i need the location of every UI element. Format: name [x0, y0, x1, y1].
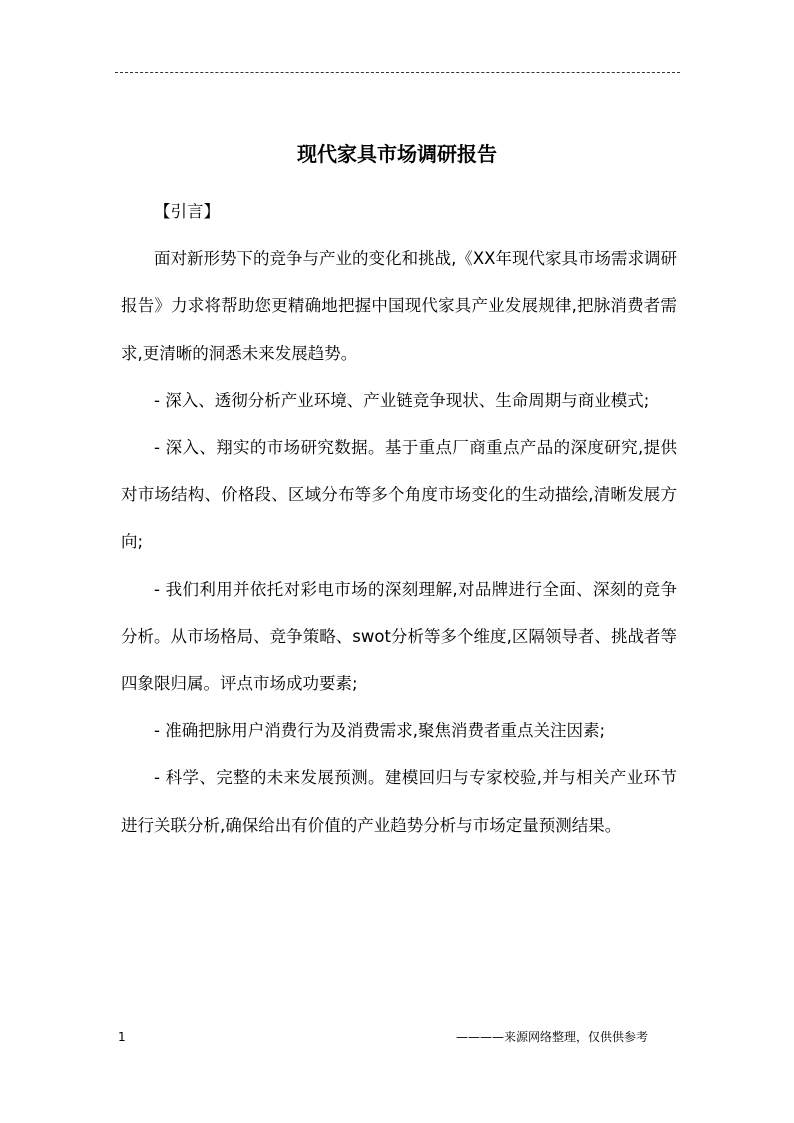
footer-source-note: ————来源网络整理，仅供供参考 — [456, 1030, 649, 1044]
paragraph-bullet-4: - 准确把脉用户消费行为及消费需求,聚焦消费者重点关注因素; — [154, 721, 606, 741]
paragraph-intro: 面对新形势下的竞争与产业的变化和挑战,《XX年现代家具市场需求调研报告》力求将帮助您更精确地把握中国现代家具产业发展规律,把脉消费者需求,更清晰的洞悉未来发展趋势。 — [121, 249, 677, 363]
paragraph-bullet-3: - 我们利用并依托对彩电市场的深刻理解,对品牌进行全面、深刻的竞争分析。从市场格局、竞争策略、swot分析等多个维度,区隔领导者、挑战者等四象限归属。评点市场成功要素; — [121, 579, 677, 694]
paragraph-intro-heading: 【引言】 — [154, 202, 220, 221]
document-title: 现代家具市场调研报告 — [297, 142, 497, 167]
page-number: 1 — [118, 1030, 126, 1044]
paragraph-bullet-2: - 深入、翔实的市场研究数据。基于重点厂商重点产品的深度研究,提供对市场结构、价格段、区域分布等多个角度市场变化的生动描绘,清晰发展方向; — [121, 438, 677, 552]
document-body — [121, 188, 677, 849]
paragraph-bullet-5: - 科学、完整的未来发展预测。建模回归与专家校验,并与相关产业环节进行关联分析,确保给出有价值的产业趋势分析与市场定量预测结果。 — [121, 768, 677, 835]
header-dashed-rule — [115, 72, 680, 73]
paragraph-bullet-1: - 深入、透彻分析产业环境、产业链竞争现状、生命周期与商业模式; — [154, 390, 650, 410]
